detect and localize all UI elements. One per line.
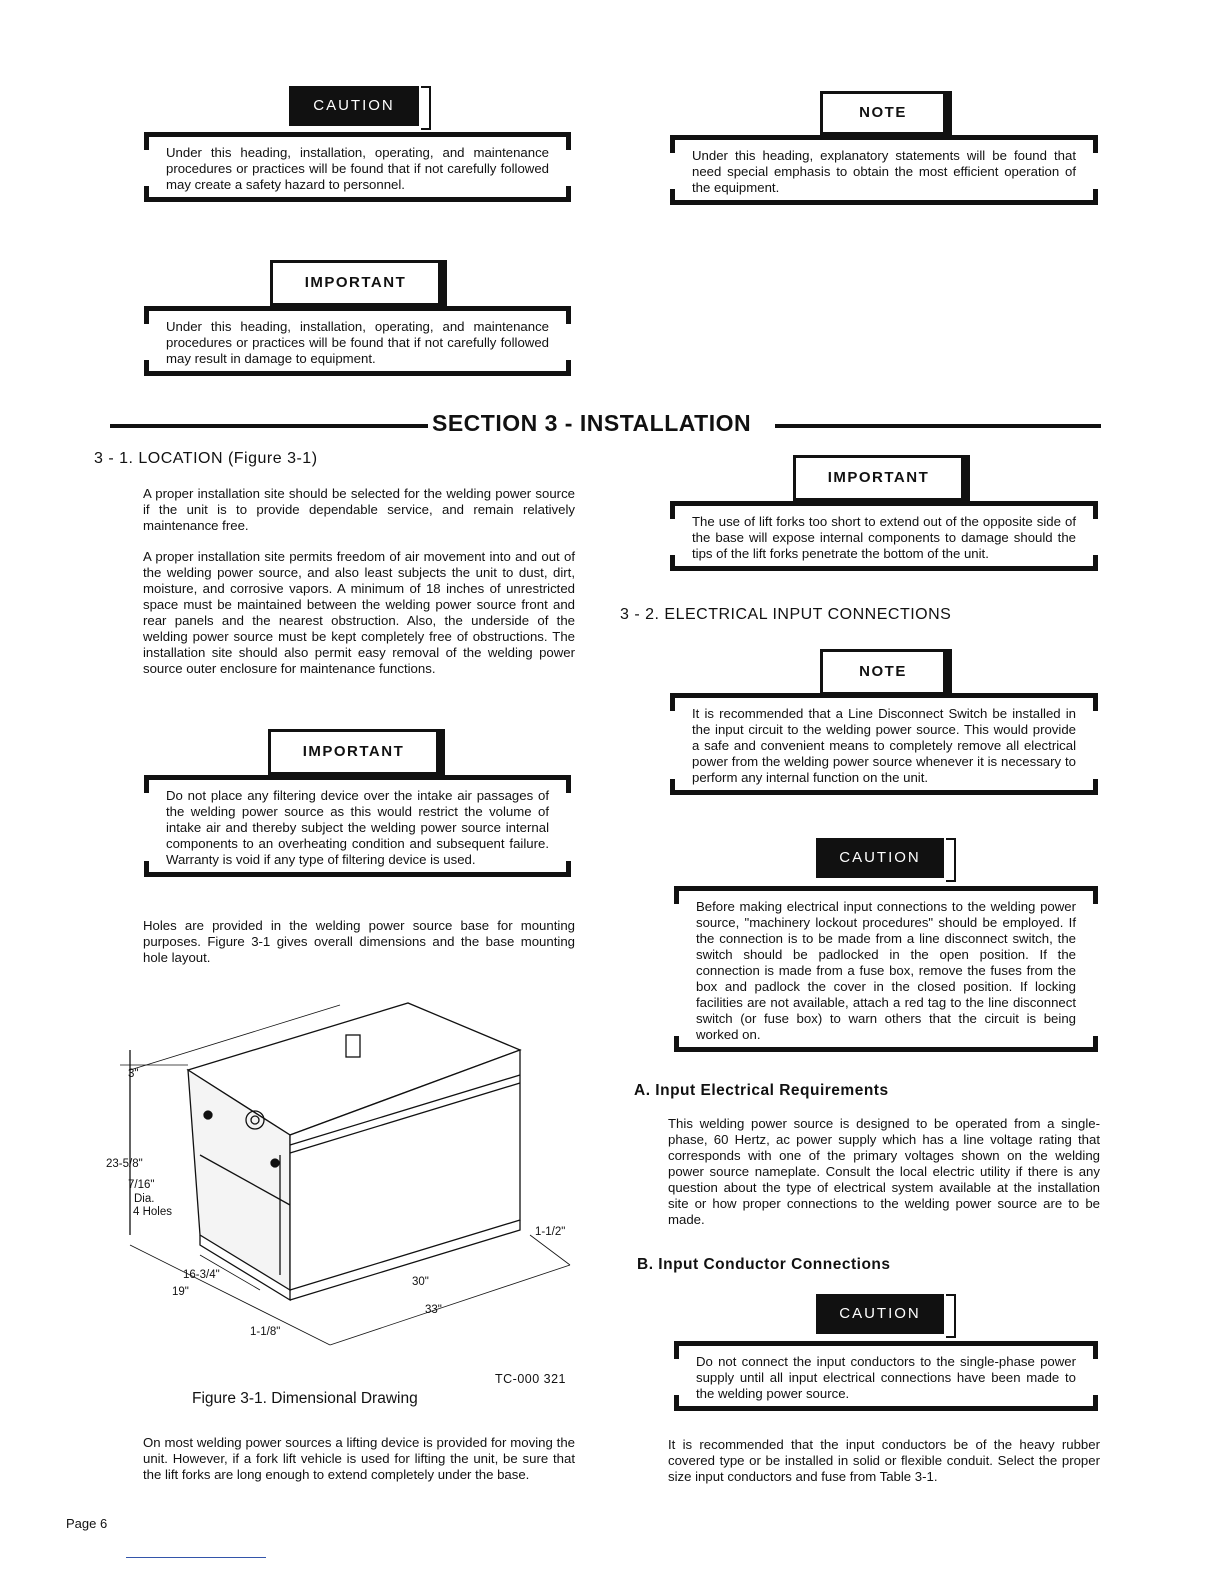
dim-offset: 1-1/8" [250, 1326, 281, 1338]
dim-depth-outer: 19" [172, 1286, 189, 1298]
caution-lockout-text: Before making electrical input connections to the welding power source, "machinery lockout procedures" should be employed. If the connection is to be made from a line disconnect switch, the switch should be padlocked in the open position. If the connection is made from a fuse box, remove the fuses from the box and padlock the cover in the closed position. If locking facilities are not available, attach a red tag to the line disconnect switch (or fuse box) to warn others that the circuit is being worked on. [696, 899, 1076, 1042]
important-label: IMPORTANT [268, 729, 439, 775]
caution-connect-text: Do not connect the input conductors to the single-phase power supply until all input electrical connections have been made to the welding power source. [696, 1354, 1076, 1401]
dim-holes: 4 Holes [133, 1206, 172, 1218]
caution-label: CAUTION [816, 838, 944, 878]
note-definition-box [670, 135, 1098, 205]
page-number: Page 6 [66, 1516, 108, 1531]
caution-definition-box [144, 132, 571, 202]
section-title: SECTION 3 - INSTALLATION [432, 410, 752, 436]
dim-length-inner: 30" [412, 1276, 429, 1288]
caution-lockout-box [674, 886, 1098, 1052]
dimensional-drawing [100, 995, 590, 1370]
location-paragraph-2: A proper installation site permits freedom of air movement into and out of the welding power source, and also least subjects the unit to dust, dirt, moisture, and corrosive vapors. A minimum of 18 inches of unrestricted space must be maintained between the welding power source front and rear panels and the nearest obstruction. Also, the underside of the welding power source must be kept completely free of obstructions. The installation site should also permit easy removal of the welding power source outer enclosure for maintenance functions. [143, 549, 575, 676]
figure-caption: Figure 3-1. Dimensional Drawing [192, 1390, 418, 1407]
note-disconnect-text: It is recommended that a Line Disconnect Switch be installed in the input circuit to the welding power source. This would provide a safe and convenient means to completely remove all electrical power from the welding power source whenever it is necessary to perform any internal function on the unit. [692, 706, 1076, 785]
section-rule-right [775, 424, 1101, 428]
caution-label: CAUTION [816, 1294, 944, 1334]
location-paragraph-3: Holes are provided in the welding power source base for mounting purposes. Figure 3-1 gives overall dimensions and the base mounting hole layout. [143, 918, 575, 965]
caution-definition-text: Under this heading, installation, operating, and maintenance procedures or practices will be found that if not carefully followed may create a safety hazard to personnel. [166, 145, 549, 192]
important-filter-text: Do not place any filtering device over the intake air passages of the welding power source as this would restrict the volume of intake air and thereby subject the welding power source internal components to an overheating condition and subsequent failure. Warranty is void if any type of filtering device is used. [166, 788, 549, 867]
caution-label: CAUTION [289, 86, 419, 126]
important-definition-text: Under this heading, installation, operating, and maintenance procedures or practices will be found that if not carefully followed may result in damage to equipment. [166, 319, 549, 366]
location-paragraph-1: A proper installation site should be selected for the welding power source if the unit is to provide dependable service, and remain relatively maintenance free. [143, 486, 575, 533]
important-filter-box [144, 775, 571, 877]
figure-reference: TC-000 321 [495, 1372, 567, 1386]
dim-length-outer: 33" [425, 1304, 442, 1316]
note-label: NOTE [820, 649, 946, 695]
dim-depth-inner: 16-3/4" [183, 1269, 220, 1281]
section-rule-left [110, 424, 428, 428]
dim-dia: Dia. [134, 1193, 155, 1205]
note-disconnect-box [670, 693, 1098, 795]
important-forks-text: The use of lift forks too short to extend out of the opposite side of the base will expose internal components to damage should the tips of the lift forks penetrate the bottom of the unit. [692, 514, 1076, 561]
input-requirements-heading: A. Input Electrical Requirements [634, 1082, 889, 1099]
footer-rule [126, 1557, 266, 1558]
location-heading: 3 - 1. LOCATION (Figure 3-1) [94, 450, 318, 467]
conductor-connections-text: It is recommended that the input conductors be of the heavy rubber covered type or be installed in solid or flexible conduit. Select the proper size input conductors and fuse from Table 3-1. [668, 1437, 1100, 1484]
electrical-heading: 3 - 2. ELECTRICAL INPUT CONNECTIONS [620, 606, 952, 623]
caution-connect-box [674, 1341, 1098, 1411]
important-definition-box [144, 306, 571, 376]
dim-hole: 7/16" [128, 1179, 155, 1191]
important-label: IMPORTANT [793, 455, 964, 501]
dim-top: 3" [128, 1068, 139, 1080]
note-definition-text: Under this heading, explanatory statements will be found that need special emphasis to obtain the most efficient operation of the equipment. [692, 148, 1076, 195]
dim-height: 23-5/8" [106, 1158, 143, 1170]
dim-base-height: 1-1/2" [535, 1226, 566, 1238]
location-paragraph-4: On most welding power sources a lifting device is provided for moving the unit. However, if a fork lift vehicle is used for lifting the unit, be sure that the lift forks are long enough to extend completely under the base. [143, 1435, 575, 1482]
important-forks-box [670, 501, 1098, 571]
important-label: IMPORTANT [270, 260, 441, 306]
note-label: NOTE [820, 91, 946, 135]
conductor-connections-heading: B. Input Conductor Connections [637, 1256, 891, 1273]
input-requirements-text: This welding power source is designed to be operated from a single-phase, 60 Hertz, ac power supply which has a line voltage rating that corresponds with one of the primary voltages shown on the welding power source nameplate. Consult the local electric utility if there is any question about the type of electrical system available at the installation site or how proper connections to the welding power source are to be made. [668, 1116, 1100, 1227]
